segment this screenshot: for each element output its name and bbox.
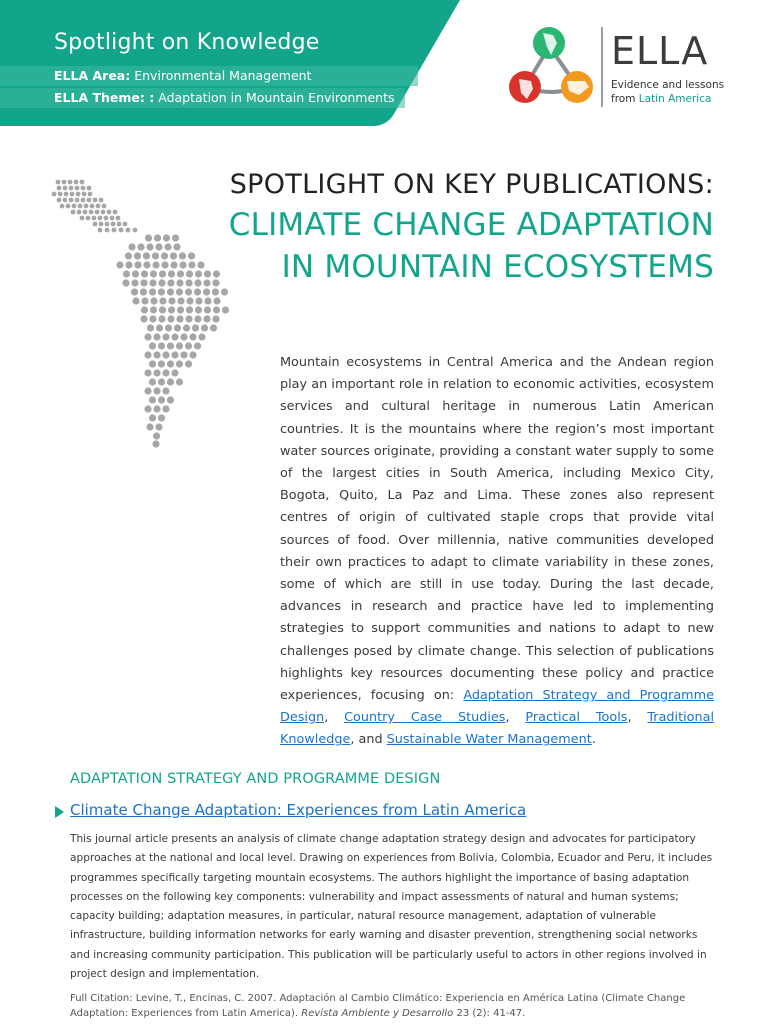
map-dot [171, 369, 178, 376]
map-dot [188, 261, 195, 268]
map-dot [93, 222, 98, 227]
map-dot [66, 204, 71, 209]
header-banner [0, 0, 460, 126]
map-dot [119, 228, 124, 233]
map-dot [75, 198, 80, 203]
map-dot [168, 297, 175, 304]
map-dot [63, 198, 68, 203]
logo-tagline [611, 78, 724, 106]
map-dot [71, 210, 76, 215]
map-dot [149, 342, 156, 349]
map-dot [69, 186, 74, 191]
map-dot [98, 216, 103, 221]
map-dot [152, 440, 159, 447]
map-dot [149, 414, 156, 421]
map-dot [134, 261, 141, 268]
map-dot [176, 279, 183, 286]
map-dot [212, 279, 219, 286]
map-dot [141, 270, 148, 277]
map-dot [105, 228, 110, 233]
map-dot [153, 387, 160, 394]
map-dot [145, 234, 152, 241]
map-dot [192, 324, 199, 331]
map-dot [185, 288, 192, 295]
map-dot [158, 315, 165, 322]
map-dot [143, 252, 150, 259]
map-dot [213, 297, 220, 304]
map-dot [69, 198, 74, 203]
headline-line2: CLIMATE CHANGE ADAPTATION [228, 207, 714, 243]
map-dot [63, 186, 68, 191]
map-dot [170, 252, 177, 259]
map-dot [162, 369, 169, 376]
map-dot [57, 186, 62, 191]
map-dot [170, 261, 177, 268]
map-dot [116, 261, 123, 268]
map-dot [179, 261, 186, 268]
map-dot [185, 315, 192, 322]
article-description: This journal article presents an analysis of climate change adaptation strategy design and advocates for participatory approaches at the national and local level. Drawing on experiences from Bolivia, Colombia, Ecuador and Peru, it includes programmes specifically targeting mountain ecosystems. The authors highlight the importance of basing adaptation processes on the following key components: vulnerability and impact assessments of natural and human systems; capacity building; adaptation measures, in particular, natural resource management, adaptation of vulnerable infrastructure, building information networks for early warning and disaster prevention, strengthening social networks and increasing community participation. This publication will be particularly useful to actors in other regions involved in project design and implementation. [70, 833, 713, 981]
map-dot [60, 204, 65, 209]
map-dot [104, 216, 109, 221]
map-dot [167, 360, 174, 367]
citation-journal: Revista Ambiente y Desarrollo [301, 1008, 454, 1019]
map-dot [155, 423, 162, 430]
map-dot [101, 210, 106, 215]
map-dot [87, 198, 92, 203]
map-dot [186, 306, 193, 313]
section-heading: ADAPTATION STRATEGY AND PROGRAMME DESIGN [70, 771, 441, 787]
map-dot [76, 192, 81, 197]
map-dot [98, 228, 103, 233]
map-dot [86, 216, 91, 221]
map-dot [113, 210, 118, 215]
map-dot [162, 387, 169, 394]
link-sustainable-water-management[interactable]: Sustainable Water Management [386, 732, 592, 748]
map-dot [167, 288, 174, 295]
map-dot [64, 192, 69, 197]
map-dot [204, 270, 211, 277]
map-dot [158, 288, 165, 295]
ella-logo [505, 25, 735, 110]
banner-background [0, 0, 460, 126]
map-dot [140, 315, 147, 322]
map-dot [194, 342, 201, 349]
map-dot [162, 351, 169, 358]
map-dot [144, 369, 151, 376]
map-dot [161, 252, 168, 259]
map-dot [150, 306, 157, 313]
map-dot [195, 297, 202, 304]
map-dot [133, 228, 138, 233]
map-dot [158, 414, 165, 421]
map-dot [105, 222, 110, 227]
map-dot [164, 243, 171, 250]
map-dot [213, 306, 220, 313]
map-dot [99, 222, 104, 227]
citation-main: Full Citation: Levine, T., Encinas, C. 2007. Adaptación al Cambio Climático: Experiencia en América Latina (Climate Change Adaptation: Experiences from Latin America). [70, 993, 686, 1019]
map-dot [163, 234, 170, 241]
intro-sep-2: , [505, 710, 526, 726]
ella-logo-mark-icon [505, 25, 597, 110]
map-dot [87, 186, 92, 191]
map-dot [122, 279, 129, 286]
map-dot [123, 270, 130, 277]
map-dot [70, 192, 75, 197]
map-dot [213, 270, 220, 277]
map-dot [147, 324, 154, 331]
map-dot [204, 297, 211, 304]
ella-theme-label: ELLA Theme: : [54, 90, 155, 105]
map-dot [198, 333, 205, 340]
map-dot [57, 198, 62, 203]
map-dot [159, 270, 166, 277]
intro-sep-3: , [627, 710, 648, 726]
map-dot [203, 288, 210, 295]
map-dot [212, 288, 219, 295]
map-dot [172, 234, 179, 241]
map-dot [189, 351, 196, 358]
map-dot [153, 432, 160, 439]
intro-text: Mountain ecosystems in Central America and the Andean region play an important role in relation to economic activities, ecosystem services and cultural heritage in numerous Latin American countries. It is the mountains where the region’s most important water sources originate, providing a constant water supply to some of the largest cities in South America, including Mexico City, Bogota, Quito, La Paz and Lima. These zones also represent centres of origin of cultivated staple crops that provide vital sources of food. Over millennia, native communities developed their own practices to adapt to climate variability in these zones, some of which are still in use today. During the last decade, advances in research and practice have led to implementing strategies to support communities and nations to adapt to new challenges posed by climate change. This selection of publications highlights key resources documenting these policy and practice experiences, focusing on: [280, 355, 714, 704]
intro-paragraph [280, 352, 714, 752]
logo-tagline-highlight: Latin America [638, 93, 712, 105]
citation-tail: 23 (2): 41-47. [456, 1008, 526, 1019]
map-dot [167, 396, 174, 403]
map-dot [186, 297, 193, 304]
map-dot [204, 306, 211, 313]
map-dot [62, 180, 67, 185]
map-dot [156, 324, 163, 331]
map-dot [168, 306, 175, 313]
map-dot [96, 204, 101, 209]
map-dot [102, 204, 107, 209]
map-dot [75, 186, 80, 191]
map-dot [92, 216, 97, 221]
map-dot [176, 360, 183, 367]
map-dot [195, 270, 202, 277]
ella-area-label: ELLA Area: [54, 68, 131, 83]
map-dot [99, 198, 104, 203]
map-dot [141, 306, 148, 313]
map-dot [189, 333, 196, 340]
map-dot [179, 252, 186, 259]
map-dot [152, 261, 159, 268]
map-dot [194, 288, 201, 295]
map-dot [168, 270, 175, 277]
map-dot [222, 306, 229, 313]
map-dot [174, 324, 181, 331]
map-dot [158, 360, 165, 367]
map-dot [83, 210, 88, 215]
map-dot [95, 210, 100, 215]
link-traditional-knowledge[interactable]: Traditional Knowledge [280, 710, 715, 748]
map-dot [132, 297, 139, 304]
map-dot [116, 216, 121, 221]
map-dot [93, 198, 98, 203]
link-country-case-studies[interactable]: Country Case Studies [344, 710, 506, 726]
map-dot [107, 210, 112, 215]
headline-line3: IN MOUNTAIN ECOSYSTEMS [281, 249, 714, 285]
map-dot [153, 405, 160, 412]
map-dot [176, 288, 183, 295]
map-dot [158, 396, 165, 403]
intro-sep-4: , and [350, 732, 387, 748]
map-dot [123, 222, 128, 227]
map-dot [176, 315, 183, 322]
map-dot [88, 192, 93, 197]
map-dot [162, 405, 169, 412]
ella-theme-value: Adaptation in Mountain Environments [158, 90, 395, 105]
map-dot [74, 180, 79, 185]
map-dot [194, 279, 201, 286]
map-dot [80, 216, 85, 221]
logo-tagline-line2 [611, 92, 724, 106]
map-dot [176, 342, 183, 349]
map-dot [143, 261, 150, 268]
map-dot [144, 351, 151, 358]
map-dot [52, 192, 57, 197]
map-dot [131, 288, 138, 295]
map-dot [140, 279, 147, 286]
map-dots [48, 176, 258, 456]
map-dot [81, 186, 86, 191]
logo-tagline-prefix: from [611, 93, 636, 105]
map-dot [137, 243, 144, 250]
map-dot [185, 342, 192, 349]
map-dot [185, 360, 192, 367]
ella-area-value: Environmental Management [134, 68, 312, 83]
map-dot [84, 204, 89, 209]
map-dot [177, 270, 184, 277]
map-dot [149, 279, 156, 286]
map-dot [180, 333, 187, 340]
map-dot [77, 210, 82, 215]
map-dot [81, 198, 86, 203]
headline [229, 166, 714, 288]
logo-wordmark: ELLA [611, 29, 709, 73]
intro-sep-1: , [324, 710, 345, 726]
map-dot [89, 210, 94, 215]
map-dot [212, 315, 219, 322]
headline-line1: SPOTLIGHT ON KEY PUBLICATIONS: [229, 169, 714, 200]
map-dot [58, 192, 63, 197]
map-dot [150, 270, 157, 277]
map-dot [221, 288, 228, 295]
map-dot [125, 261, 132, 268]
map-dot [203, 279, 210, 286]
map-dot [161, 261, 168, 268]
map-dot [110, 216, 115, 221]
map-dot [158, 342, 165, 349]
full-citation [70, 991, 715, 1021]
map-dot [149, 378, 156, 385]
map-dot [171, 333, 178, 340]
map-dot [165, 324, 172, 331]
map-dot [153, 351, 160, 358]
banner-title: Spotlight on Knowledge [54, 30, 320, 55]
map-dot [144, 387, 151, 394]
map-dot [80, 180, 85, 185]
triangle-bullet-icon [55, 806, 64, 818]
map-dot [78, 204, 83, 209]
map-dot [128, 243, 135, 250]
ella-area-line [54, 68, 312, 83]
logo-tagline-line1: Evidence and lessons [611, 79, 725, 91]
map-dot [203, 315, 210, 322]
map-dot [177, 297, 184, 304]
map-dot [153, 333, 160, 340]
article-title-link[interactable]: Climate Change Adaptation: Experiences from Latin America [70, 801, 527, 819]
map-dot [125, 252, 132, 259]
map-dot [173, 243, 180, 250]
map-dot [140, 288, 147, 295]
link-practical-tools[interactable]: Practical Tools [525, 710, 628, 726]
latin-america-dot-map [48, 176, 258, 456]
map-dot [132, 270, 139, 277]
map-dot [117, 222, 122, 227]
map-dot [167, 378, 174, 385]
map-dot [146, 243, 153, 250]
map-dot [180, 351, 187, 358]
map-dot [188, 252, 195, 259]
map-dot [149, 288, 156, 295]
map-dot [131, 279, 138, 286]
map-dot [177, 306, 184, 313]
map-dot [176, 378, 183, 385]
map-dot [149, 360, 156, 367]
map-dot [201, 324, 208, 331]
map-dot [194, 315, 201, 322]
map-dot [152, 252, 159, 259]
map-dot [167, 315, 174, 322]
map-dot [159, 297, 166, 304]
map-dot [144, 333, 151, 340]
map-dot [68, 180, 73, 185]
logo-divider [601, 27, 603, 107]
map-dot [183, 324, 190, 331]
map-dot [141, 297, 148, 304]
map-dot [167, 279, 174, 286]
map-dot [56, 180, 61, 185]
map-dot [186, 270, 193, 277]
map-dot [195, 306, 202, 313]
ella-theme-line [54, 90, 395, 105]
map-dot [167, 342, 174, 349]
map-dot [153, 369, 160, 376]
map-dot [72, 204, 77, 209]
map-dot [159, 306, 166, 313]
map-dot [149, 315, 156, 322]
map-dot [210, 324, 217, 331]
map-dot [144, 405, 151, 412]
map-dot [162, 333, 169, 340]
map-dot [149, 396, 156, 403]
map-dot [146, 423, 153, 430]
map-dot [112, 228, 117, 233]
map-dot [158, 378, 165, 385]
map-dot [154, 234, 161, 241]
map-dot [150, 297, 157, 304]
map-dot [126, 228, 131, 233]
map-dot [82, 192, 87, 197]
map-dot [90, 204, 95, 209]
intro-end: . [591, 732, 596, 748]
map-dot [134, 252, 141, 259]
map-dot [155, 243, 162, 250]
map-dot [197, 261, 204, 268]
link-adaptation-strategy[interactable]: Adaptation Strategy and Programme Design [280, 688, 714, 726]
map-dot [158, 279, 165, 286]
map-dot [111, 222, 116, 227]
map-dot [171, 351, 178, 358]
map-dot [185, 279, 192, 286]
